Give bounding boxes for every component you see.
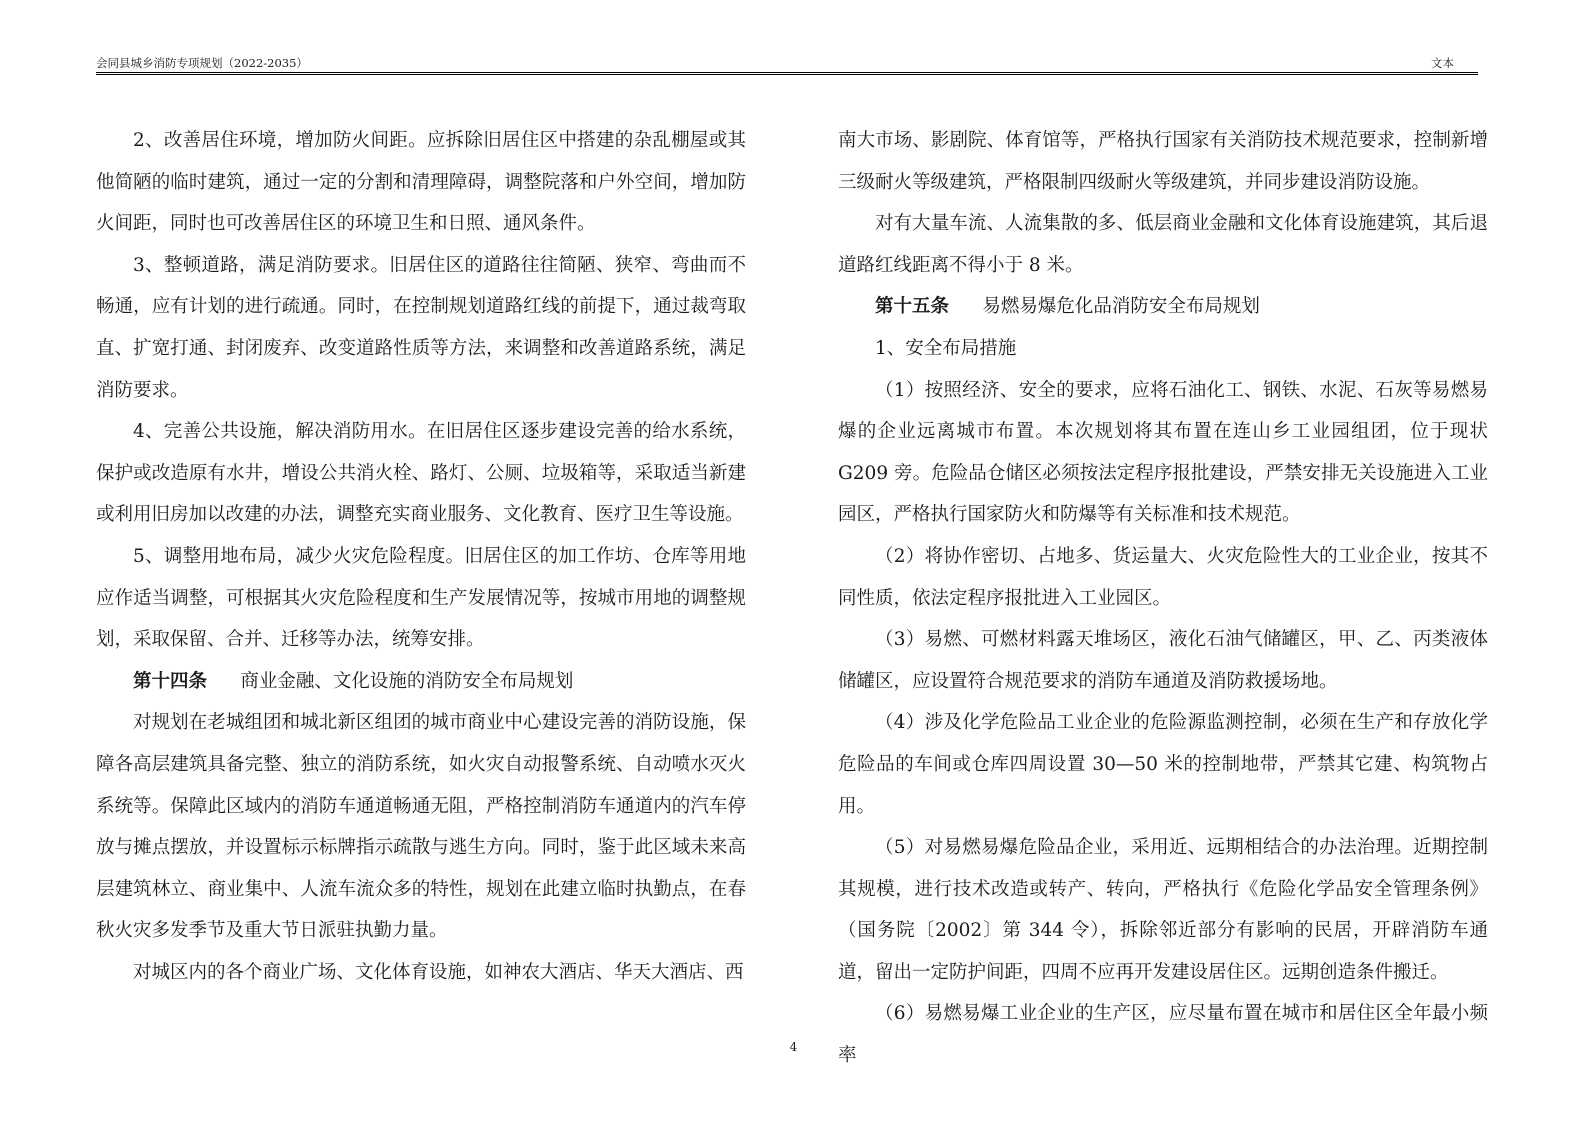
- paragraph-improve-living: 2、改善居住环境，增加防火间距。应拆除旧居住区中搭建的杂乱棚屋或其他简陋的临时建筑，通过一定的分割和清理障碍，调整院落和户外空间，增加防火间距，同时也可改善居住区的环境卫生和日照、通风条件。: [96, 130, 746, 235]
- paragraph-land-use: 5、调整用地布局，减少火灾危险程度。旧居住区的加工作坊、仓库等用地应作适当调整，可根据其火灾危险程度和生产发展情况等，按城市用地的调整规划，采取保留、合并、迁移等办法，统筹安排。: [96, 545, 746, 651]
- article-15-number: 第十五条: [875, 296, 950, 318]
- article-15-heading: [838, 286, 1488, 328]
- paragraph-measure-6: （6）易燃易爆工业企业的生产区，应尽量布置在城市和居住区全年最小频率: [838, 1003, 1488, 1067]
- page-header: [96, 55, 1478, 71]
- paragraph-setback: 对有大量车流、人流集散的多、低层商业金融和文化体育设施建筑，其后退道路红线距离不得小于 8 米。: [838, 213, 1488, 276]
- paragraph-plazas-continued: 南大市场、影剧院、体育馆等，严格执行国家有关消防技术规范要求，控制新增三级耐火等级建筑，严格限制四级耐火等级建筑，并同步建设消防设施。: [838, 130, 1488, 193]
- subheading-layout-measures: 1、安全布局措施: [875, 337, 1017, 359]
- paragraph-measure-1: （1）按照经济、安全的要求，应将石油化工、钢铁、水泥、石灰等易燃易爆的企业远离城市布置。本次规划将其布置在连山乡工业园组团，位于现状 G209 旁。危险品仓储区必须按法定程序报批建设，严禁安排无关设施进入工业园区，严格执行国家防火和防爆等有关标准和技术规范。: [838, 379, 1488, 526]
- document-title: 会同县城乡消防专项规划（2022-2035）: [96, 56, 308, 70]
- section-label: 文本: [1431, 56, 1454, 70]
- paragraph-measure-4: （4）涉及化学危险品工业企业的危险源监测控制，必须在生产和存放化学危险品的车间或仓库四周设置 30—50 米的控制地带，严禁其它建、构筑物占用。: [838, 712, 1488, 817]
- left-column: [96, 120, 746, 993]
- page-number: 4: [789, 1040, 798, 1054]
- paragraph-measure-5: （5）对易燃易爆危险品企业，采用近、远期相结合的办法治理。近期控制其规模，进行技术改造或转产、转向，严格执行《危险化学品安全管理条例》（国务院〔2002〕第 344 令），拆除邻近部分有影响的民居，开辟消防车通道，留出一定防护间距，四周不应再开发建设居住区。远期创造条件搬迁。: [838, 837, 1488, 983]
- header-rule-thin: [96, 74, 1478, 75]
- paragraph-plazas: 对城区内的各个商业广场、文化体育设施，如神农大酒店、华天大酒店、西: [133, 961, 744, 983]
- header-rule: [96, 72, 1478, 73]
- paragraph-measure-2: （2）将协作密切、占地多、货运量大、火灾危险性大的工业企业，按其不同性质，依法定程序报批进入工业园区。: [838, 545, 1488, 609]
- paragraph-public-facilities: 4、完善公共设施，解决消防用水。在旧居住区逐步建设完善的给水系统，保护或改造原有水井，增设公共消火栓、路灯、公厕、垃圾箱等，采取适当新建或利用旧房加以改建的办法，调整充实商业服务、文化教育、医疗卫生等设施。: [96, 421, 746, 526]
- right-column: [838, 120, 1488, 1077]
- article-14-title: 商业金融、文化设施的消防安全布局规划: [240, 670, 574, 692]
- paragraph-commercial-center: 对规划在老城组团和城北新区组团的城市商业中心建设完善的消防设施，保障各高层建筑具备完整、独立的消防系统，如火灾自动报警系统、自动喷水灭火系统等。保障此区域内的消防车通道畅通无阻，严格控制消防车通道内的汽车停放与摊点摆放，并设置标示标牌指示疏散与逃生方向。同时，鉴于此区域未来高层建筑林立、商业集中、人流车流众多的特性，规划在此建立临时执勤点，在春秋火灾多发季节及重大节日派驻执勤力量。: [96, 712, 746, 942]
- paragraph-measure-3: （3）易燃、可燃材料露天堆场区，液化石油气储罐区，甲、乙、丙类液体储罐区，应设置符合规范要求的消防车通道及消防救援场地。: [838, 629, 1488, 692]
- article-14-number: 第十四条: [133, 670, 208, 692]
- paragraph-roads: 3、整顿道路，满足消防要求。旧居住区的道路往往简陋、狭窄、弯曲而不畅通，应有计划的进行疏通。同时，在控制规划道路红线的前提下，通过裁弯取直、扩宽打通、封闭废弃、改变道路性质等方法，来调整和改善道路系统，满足消防要求。: [96, 254, 746, 401]
- article-15-title: 易燃易爆危化品消防安全布局规划: [982, 296, 1260, 318]
- article-14-heading: [96, 661, 746, 703]
